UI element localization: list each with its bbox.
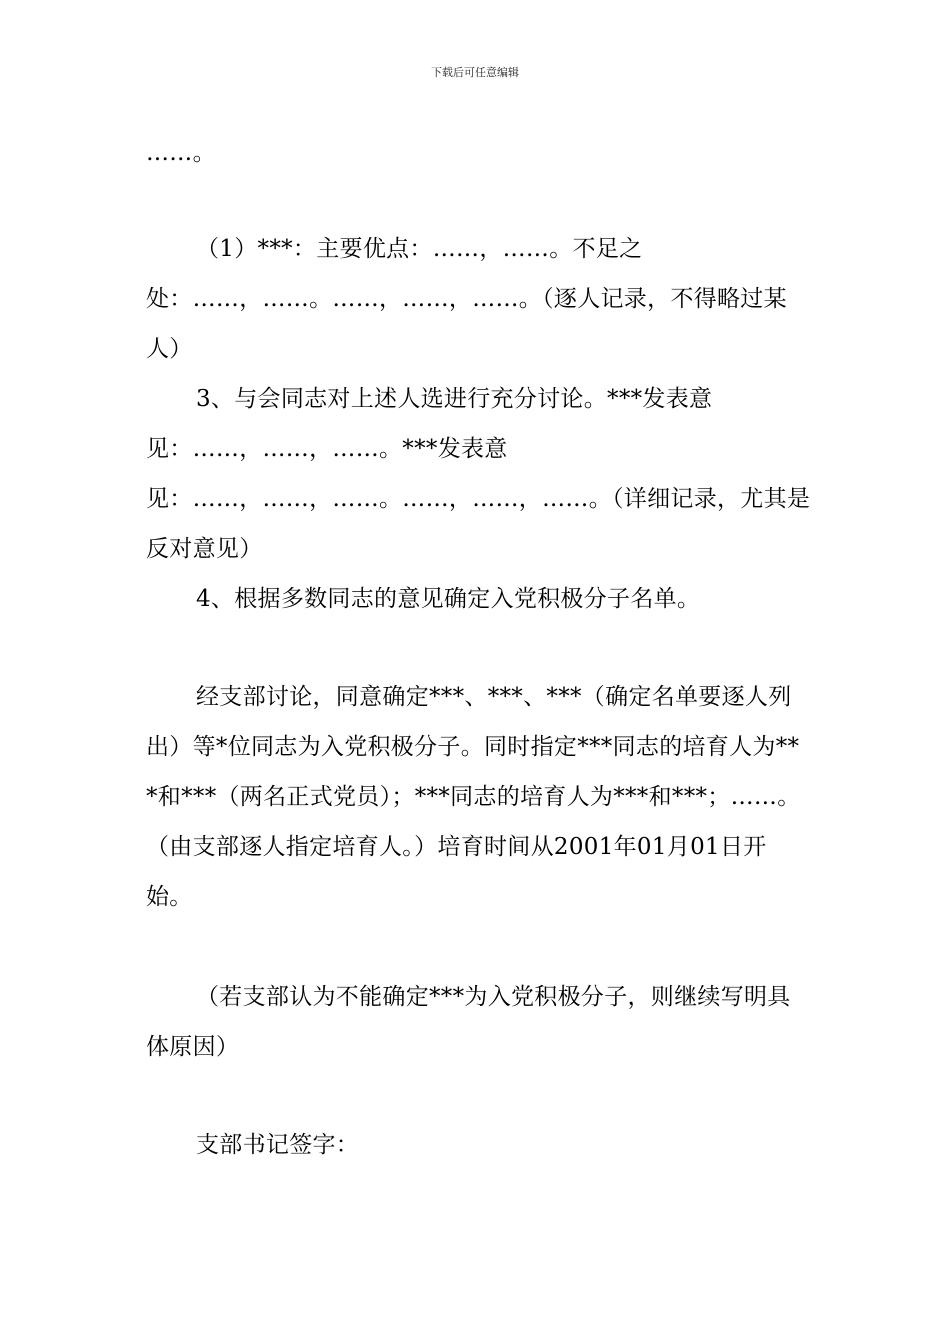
page-header-note: 下载后可任意编辑 [431, 66, 519, 79]
paragraph-candidate-evaluation: （1）***：主要优点：……，……。不足之处：……，……。……，……，……。（逐人记录，不得略过某人） [146, 236, 787, 362]
paragraph-determine-list: 4、根据多数同志的意见确定入党积极分子名单。 [196, 586, 701, 612]
paragraph-continuation: ……。 [146, 140, 216, 166]
paragraph-branch-decision: 经支部讨论，同意确定***、***、***（确定名单要逐人列出）等*位同志为入党积极分子。同时指定***同志的培育人为***和***（两名正式党员）；***同志的培育人为***和***；……。（由支部逐人指定培育人。）培育时间从2001年01月01日开始。 [146, 684, 801, 910]
paragraph-secretary-signature: 支部书记签字： [196, 1132, 360, 1158]
paragraph-discussion: 3、与会同志对上述人选进行充分讨论。***发表意见：……，……，……。***发表意见：……，……，……。……，……，……。（详细记录，尤其是反对意见） [146, 386, 811, 562]
paragraph-rejection-note: （若支部认为不能确定***为入党积极分子，则继续写明具体原因） [146, 984, 791, 1060]
